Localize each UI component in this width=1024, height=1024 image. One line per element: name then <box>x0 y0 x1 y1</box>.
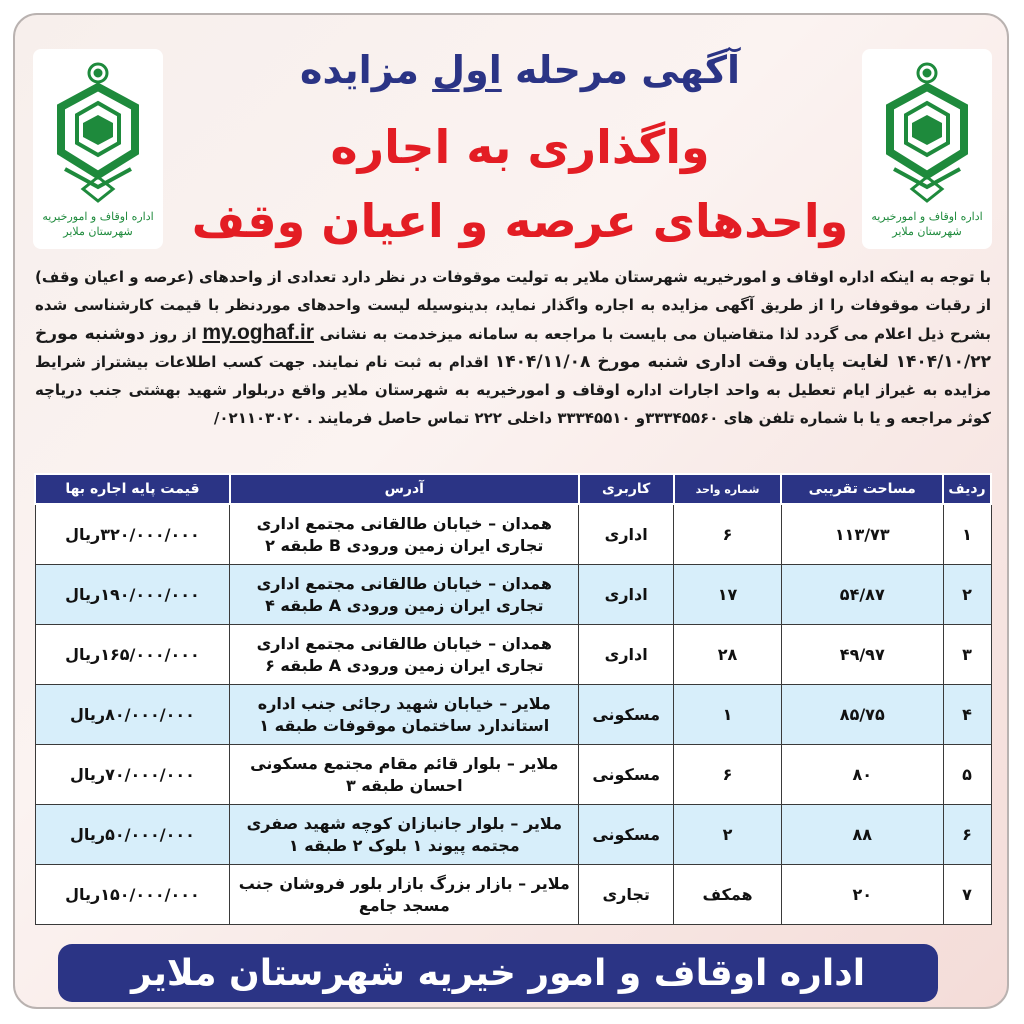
cell-price: ۵۰/۰۰۰/۰۰۰ریال <box>35 805 230 865</box>
endowment-logo-icon <box>872 57 982 207</box>
cell-row-number: ۳ <box>943 625 991 685</box>
logo-caption-line2: شهرستان ملایر <box>892 225 962 238</box>
cell-row-number: ۷ <box>943 865 991 925</box>
logo-right <box>862 49 992 249</box>
table-header-row <box>35 474 991 504</box>
cell-address: همدان – خیابان طالقانی مجتمع اداری تجاری ایران زمین ورودی A طبقه ۶ <box>230 625 579 685</box>
cell-row-number: ۶ <box>943 805 991 865</box>
cell-price: ۷۰/۰۰۰/۰۰۰ریال <box>35 745 230 805</box>
header-address: آدرس <box>230 474 579 504</box>
intro-text-1: با توجه به اینکه اداره اوقاف و امورخیریه شهرستان ملایر به تولیت موقوفات در نظر دارد تعدادی از واحدهای (عرصه و اعیان وقف) از رقبات موقوفات را از طریق آگهی مزایده به اجاره واگذار نماید، بدینوسیله لیست واحدهای موردنظر با قیمت کارشناسی شده بشرح ذیل اعلام می گردد لذا متقاضیان می بایست با مراجعه به سامانه میزخدمت به نشانی <box>34 268 991 343</box>
cell-row-number: ۱ <box>943 504 991 565</box>
cell-price: ۱۶۵/۰۰۰/۰۰۰ریال <box>35 625 230 685</box>
cell-area: ۴۹/۹۷ <box>781 625 943 685</box>
subtitle-lease: واگذاری به اجاره <box>330 120 710 174</box>
cell-address: ملایر – بلوار جانبازان کوچه شهید صفری مجتمه پیوند ۱ بلوک ۲ طبقه ۱ <box>230 805 579 865</box>
cell-unit-number: ۱ <box>674 685 782 745</box>
title-part1: آگهی مرحله <box>514 48 740 92</box>
units-table <box>34 473 992 925</box>
cell-unit-number: ۲۸ <box>674 625 782 685</box>
logo-left <box>33 49 163 249</box>
cell-usage: مسکونی <box>579 685 674 745</box>
header-base-price: قیمت پایه اجاره بها <box>35 474 230 504</box>
cell-address: همدان – خیابان طالقانی مجتمع اداری تجاری ایران زمین ورودی A طبقه ۴ <box>230 565 579 625</box>
cell-address: ملایر – بازار بزرگ بازار بلور فروشان جنب مسجد جامع <box>230 865 579 925</box>
cell-unit-number: همکف <box>674 865 782 925</box>
cell-area: ۸۸ <box>781 805 943 865</box>
logo-caption <box>42 209 153 239</box>
logo-caption-line1: اداره اوقاف و امورخیریه <box>42 210 154 223</box>
endowment-logo-icon <box>43 57 153 207</box>
cell-unit-number: ۱۷ <box>674 565 782 625</box>
cell-address: ملایر – بلوار قائم مقام مجتمع مسکونی احسان طبقه ۳ <box>230 745 579 805</box>
header-unit-number: شماره واحد <box>674 474 782 504</box>
cell-row-number: ۴ <box>943 685 991 745</box>
cell-area: ۱۱۳/۷۳ <box>781 504 943 565</box>
cell-area: ۲۰ <box>781 865 943 925</box>
cell-price: ۳۲۰/۰۰۰/۰۰۰ریال <box>35 504 230 565</box>
table-row <box>35 504 991 565</box>
cell-usage: اداری <box>579 625 674 685</box>
notice-frame <box>13 13 1009 1009</box>
logo-caption-line1: اداره اوقاف و امورخیریه <box>871 210 983 223</box>
table-row <box>35 685 991 745</box>
cell-row-number: ۲ <box>943 565 991 625</box>
notice-title <box>195 45 845 95</box>
cell-unit-number: ۶ <box>674 504 782 565</box>
registration-dates: دوشنبه مورخ ۱۴۰۴/۱۰/۲۲ لغایت پایان وقت اداری شنبه مورخ ۱۴۰۴/۱۱/۰۸ <box>35 324 991 372</box>
title-emphasis: اول <box>432 48 502 92</box>
website-link[interactable]: my.oghaf.ir <box>202 321 314 344</box>
intro-text-2: از روز <box>150 325 197 343</box>
footer-banner: اداره اوقاف و امور خیریه شهرستان ملایر <box>58 944 938 1002</box>
cell-row-number: ۵ <box>943 745 991 805</box>
title-part2: مزایده <box>300 48 419 92</box>
header-row-number: ردیف <box>943 474 991 504</box>
cell-usage: مسکونی <box>579 745 674 805</box>
cell-address: همدان – خیابان طالقانی مجتمع اداری تجاری ایران زمین ورودی B طبقه ۲ <box>230 504 579 565</box>
cell-unit-number: ۶ <box>674 745 782 805</box>
intro-paragraph <box>35 263 991 432</box>
cell-price: ۱۹۰/۰۰۰/۰۰۰ریال <box>35 565 230 625</box>
intro-text-3: اقدام به ثبت نام نمایند. جهت کسب اطلاعات بیشتراز شرایط مزایده به غیراز ایام تعطیل به واحد اجارات اداره اوقاف و امورخیریه به شهرستان ملایر واقع دربلوار شهید بهشتی جنب دریاچه کوثر مراجعه و یا با شماره تلفن های ۳۳۳۴۵۵۶۰و ۳۳۳۴۵۵۱۰ داخلی ۲۲۲ تماس حاصل فرمایند . ۰۲۱۱۰۳۰۲۰/ <box>35 353 991 427</box>
table-row <box>35 745 991 805</box>
cell-usage: اداری <box>579 565 674 625</box>
table-row <box>35 565 991 625</box>
table-row <box>35 865 991 925</box>
cell-area: ۵۴/۸۷ <box>781 565 943 625</box>
header-usage: کاربری <box>579 474 674 504</box>
cell-usage: تجاری <box>579 865 674 925</box>
logo-caption <box>871 209 982 239</box>
cell-address: ملایر – خیابان شهید رجائی جنب اداره استاندارد ساختمان موقوفات طبقه ۱ <box>230 685 579 745</box>
cell-usage: اداری <box>579 504 674 565</box>
table-row <box>35 805 991 865</box>
header-area: مساحت تقریبی <box>781 474 943 504</box>
logo-caption-line2: شهرستان ملایر <box>63 225 133 238</box>
cell-price: ۸۰/۰۰۰/۰۰۰ریال <box>35 685 230 745</box>
cell-area: ۸۵/۷۵ <box>781 685 943 745</box>
cell-usage: مسکونی <box>579 805 674 865</box>
cell-area: ۸۰ <box>781 745 943 805</box>
cell-unit-number: ۲ <box>674 805 782 865</box>
subtitle-units: واحدهای عرصه و اعیان وقف <box>191 194 849 248</box>
cell-price: ۱۵۰/۰۰۰/۰۰۰ریال <box>35 865 230 925</box>
table-row <box>35 625 991 685</box>
